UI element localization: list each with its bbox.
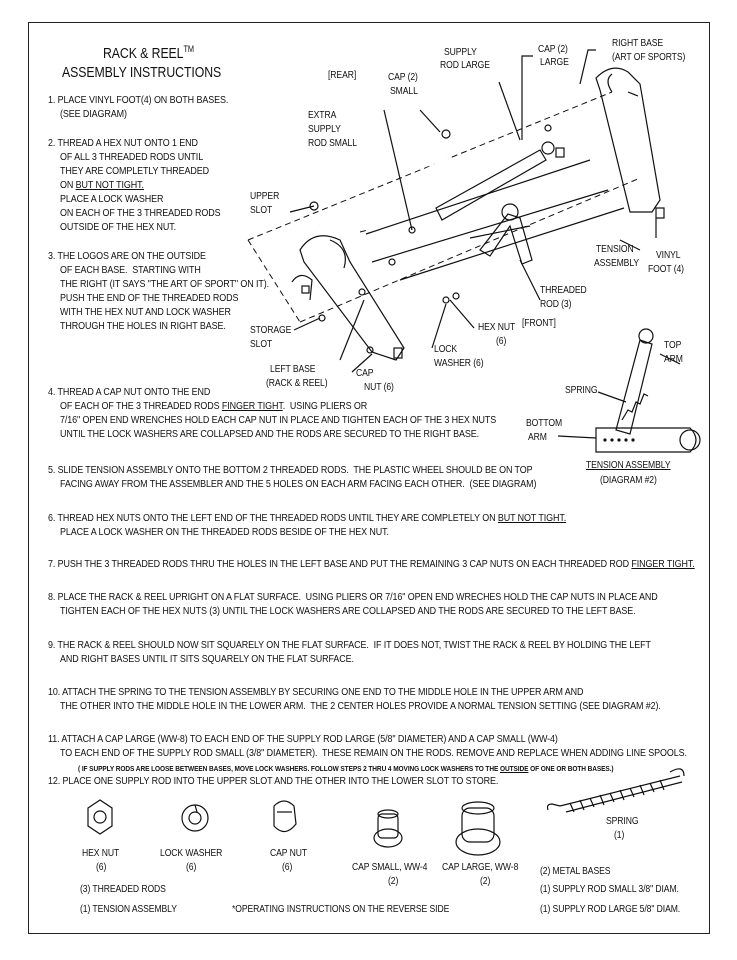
- step-9-line-2: AND RIGHT BASES UNTIL IT SITS SQUARELY ON THE FLAT SURFACE.: [60, 654, 354, 665]
- hex-nut-drawing: [88, 800, 112, 834]
- label-storage-slot-1: STORAGE: [250, 325, 292, 336]
- step-3-line-6: THROUGH THE HOLES IN RIGHT BASE.: [60, 321, 226, 332]
- label-cap-nut-1: CAP: [356, 368, 374, 379]
- label-extra-supply-2: SUPPLY: [308, 124, 341, 135]
- tension-assembly-diagram-number: (DIAGRAM #2): [600, 475, 657, 486]
- part-cap-small-qty: (2): [388, 876, 399, 887]
- step-4-line-1: 4. THREAD A CAP NUT ONTO THE END: [48, 387, 211, 398]
- label-tension-assembly-1: TENSION: [596, 244, 634, 255]
- step-12: 12. PLACE ONE SUPPLY ROD INTO THE UPPER SLOT AND THE OTHER INTO THE LOWER SLOT TO STORE.: [48, 776, 499, 787]
- part-hex-nut-name: HEX NUT: [82, 848, 120, 859]
- step-8-line-1: 8. PLACE THE RACK & REEL UPRIGHT ON A FLAT SURFACE. USING PLIERS OR 7/16" OPEN END WRECHES HOLD THE CAP NUTS IN PLACE AND: [48, 592, 658, 603]
- label-extra-supply-3: ROD SMALL: [308, 138, 357, 149]
- step-1-line-1: 1. PLACE VINYL FOOT(4) ON BOTH BASES.: [48, 95, 229, 106]
- step-7: 7. PUSH THE 3 THREADED RODS THRU THE HOLES IN THE LEFT BASE AND PUT THE REMAINING 3 CAP NUTS ON EACH THREADED ROD FINGER TIGHT.: [48, 559, 695, 570]
- step-2-line-1: 2. THREAD A HEX NUT ONTO 1 END: [48, 138, 198, 149]
- part-spring-name: SPRING: [606, 816, 639, 827]
- step-2-line-5: PLACE A LOCK WASHER: [60, 194, 164, 205]
- label-hex-nut-1: HEX NUT: [478, 322, 516, 333]
- label-storage-slot-2: SLOT: [250, 339, 273, 350]
- step-4-line-4: UNTIL THE LOCK WASHERS ARE COLLAPSED AND THE RODS ARE SECURED TO THE RIGHT BASE.: [60, 429, 480, 440]
- part-cap-small-name: CAP SMALL, WW-4: [352, 862, 428, 873]
- label-hex-nut-2: (6): [496, 336, 507, 347]
- lock-washer-drawing: [182, 805, 208, 831]
- step-6-line-1: 6. THREAD HEX NUTS ONTO THE LEFT END OF THE THREADED RODS UNTIL THEY ARE COMPLETELY ON BUT NOT TIGHT.: [48, 513, 567, 524]
- label-left-base-1: LEFT BASE: [270, 364, 316, 375]
- step-3-line-4: PUSH THE END OF THE THREADED RODS: [60, 293, 239, 304]
- label-front: [FRONT]: [522, 318, 556, 329]
- label-threaded-rod-1: THREADED: [540, 285, 587, 296]
- label-lock-washer-1: LOCK: [434, 344, 458, 355]
- label-rear: [REAR]: [328, 70, 357, 81]
- part-lock-washer-name: LOCK WASHER: [160, 848, 223, 859]
- label-cap-large-2: LARGE: [540, 57, 569, 68]
- part-metal-bases: (2) METAL BASES: [540, 866, 611, 877]
- tension-assembly-caption: TENSION ASSEMBLY: [586, 460, 671, 471]
- step-10-line-1: 10. ATTACH THE SPRING TO THE TENSION ASSEMBLY BY SECURING ONE END TO THE MIDDLE HOLE IN THE UPPER ARM AND: [48, 687, 584, 698]
- step-10-line-2: THE OTHER INTO THE MIDDLE HOLE IN THE LOWER ARM. THE 2 CENTER HOLES PROVIDE A NORMAL TENSION SETTING (SEE DIAGRAM #2).: [60, 701, 661, 712]
- part-supply-rod-large: (1) SUPPLY ROD LARGE 5/8" DIAM.: [540, 904, 681, 915]
- step-8-line-2: TIGHTEN EACH OF THE HEX NUTS (3) UNTIL THE LOCK WASHERS ARE COLLAPSED AND THE RODS ARE SECURED TO THE LEFT BASE.: [60, 606, 636, 617]
- label-cap-nut-2: NUT (6): [364, 382, 394, 393]
- label-cap-small-1: CAP (2): [388, 72, 418, 83]
- step-6-line-2: PLACE A LOCK WASHER ON THE THREADED RODS BESIDE OF THE HEX NUT.: [60, 527, 389, 538]
- spring-drawing: [548, 769, 685, 812]
- step-3-line-1: 3. THE LOGOS ARE ON THE OUTSIDE: [48, 251, 206, 262]
- label-cap-small-2: SMALL: [390, 86, 418, 97]
- label-extra-supply-1: EXTRA: [308, 110, 337, 121]
- step-11-line-1: 11. ATTACH A CAP LARGE (WW-8) TO EACH END OF THE SUPPLY ROD LARGE (5/8" DIAMETER) AND A CAP SMALL (WW-4): [48, 734, 558, 745]
- label-bottom-arm-2: ARM: [528, 432, 547, 443]
- label-upper-slot-2: SLOT: [250, 205, 273, 216]
- step-2-line-4: ON BUT NOT TIGHT.: [60, 180, 144, 191]
- step-3-line-3: THE RIGHT (IT SAYS "THE ART OF SPORT" ON IT).: [60, 279, 270, 290]
- reverse-side-note: *OPERATING INSTRUCTIONS ON THE REVERSE SIDE: [232, 904, 450, 915]
- part-spring-qty: (1): [614, 830, 625, 841]
- step-4-line-3: 7/16" OPEN END WRENCHES HOLD EACH CAP NUT IN PLACE AND TIGHTEN EACH OF THE 3 HEX NUTS: [60, 415, 497, 426]
- label-right-base-1: RIGHT BASE: [612, 38, 664, 49]
- cap-nut-drawing: [274, 801, 296, 832]
- label-left-base-2: (RACK & REEL): [266, 378, 328, 389]
- part-supply-rod-small: (1) SUPPLY ROD SMALL 3/8" DIAM.: [540, 884, 679, 895]
- label-top-arm-2: ARM: [664, 354, 683, 365]
- step-5-line-2: FACING AWAY FROM THE ASSEMBLER AND THE 5 HOLES ON EACH ARM FACING EACH OTHER. (SEE DIAGRAM): [60, 479, 537, 490]
- label-tension-assembly-2: ASSEMBLY: [594, 258, 640, 269]
- step-5-line-1: 5. SLIDE TENSION ASSEMBLY ONTO THE BOTTOM 2 THREADED RODS. THE PLASTIC WHEEL SHOULD BE ON TOP: [48, 465, 533, 476]
- step-11-note: ( IF SUPPLY RODS ARE LOOSE BETWEEN BASES, MOVE LOCK WASHERS. FOLLOW STEPS 2 THRU 4 MOVING LOCK WASHERS TO THE OUTSIDE OF ONE OR BOTH BASES.): [78, 764, 614, 773]
- step-1-line-2: (SEE DIAGRAM): [60, 109, 127, 120]
- label-cap-large-1: CAP (2): [538, 44, 568, 55]
- part-hex-nut-qty: (6): [96, 862, 107, 873]
- title: RACK & REEL™: [103, 44, 194, 62]
- step-4-line-2: OF EACH OF THE 3 THREADED RODS FINGER TIGHT. USING PLIERS OR: [60, 401, 368, 412]
- label-right-base-2: (ART OF SPORTS): [612, 52, 686, 63]
- label-supply-rod-large-2: ROD LARGE: [440, 60, 490, 71]
- step-2-line-7: OUTSIDE OF THE HEX NUT.: [60, 222, 177, 233]
- step-9-line-1: 9. THE RACK & REEL SHOULD NOW SIT SQUARELY ON THE FLAT SURFACE. IF IT DOES NOT, TWIST THE RACK & REEL BY HOLDING THE LEFT: [48, 640, 651, 651]
- step-11-line-2: TO EACH END OF THE SUPPLY ROD SMALL (3/8" DIAMETER). THESE REMAIN ON THE RODS. REMOVE AND REPLACE WHEN ADDING LINE SPOOLS.: [60, 748, 687, 759]
- label-supply-rod-large-1: SUPPLY: [444, 47, 477, 58]
- part-threaded-rods: (3) THREADED RODS: [80, 884, 166, 895]
- part-cap-nut-qty: (6): [282, 862, 293, 873]
- label-vinyl-foot-2: FOOT (4): [648, 264, 684, 275]
- label-spring: SPRING: [565, 385, 598, 396]
- part-lock-washer-qty: (6): [186, 862, 197, 873]
- label-top-arm-1: TOP: [664, 340, 682, 351]
- step-2-line-6: ON EACH OF THE 3 THREADED RODS: [60, 208, 221, 219]
- subtitle: ASSEMBLY INSTRUCTIONS: [62, 64, 222, 81]
- label-upper-slot-1: UPPER: [250, 191, 280, 202]
- label-threaded-rod-2: ROD (3): [540, 299, 572, 310]
- label-bottom-arm-1: BOTTOM: [526, 418, 563, 429]
- label-vinyl-foot-1: VINYL: [656, 250, 681, 261]
- part-cap-nut-name: CAP NUT: [270, 848, 307, 859]
- step-2-line-3: THEY ARE COMPLETLY THREADED: [60, 166, 209, 177]
- step-3-line-5: WITH THE HEX NUT AND LOCK WASHER: [60, 307, 231, 318]
- step-3-line-2: OF EACH BASE. STARTING WITH: [60, 265, 201, 276]
- label-lock-washer-2: WASHER (6): [434, 358, 484, 369]
- part-cap-large-name: CAP LARGE, WW-8: [442, 862, 519, 873]
- part-cap-large-qty: (2): [480, 876, 491, 887]
- part-tension-assembly: (1) TENSION ASSEMBLY: [80, 904, 177, 915]
- step-2-line-2: OF ALL 3 THREADED RODS UNTIL: [60, 152, 204, 163]
